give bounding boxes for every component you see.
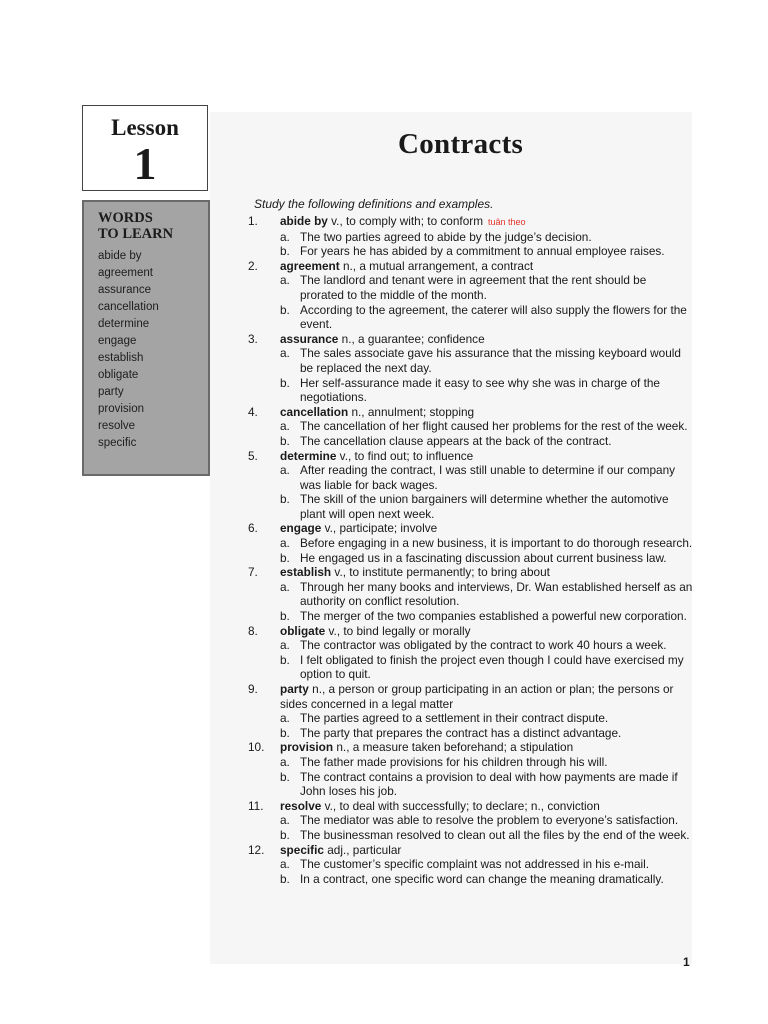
entry-head-text — [280, 521, 693, 536]
entry-head-text — [280, 624, 693, 639]
example-text: In a contract, one specific word can change the meaning dramatically. — [300, 871, 664, 886]
example-sentence — [248, 813, 693, 828]
example-text: The sales associate gave his assurance that the missing keyboard would be replaced the next day. — [300, 346, 681, 375]
entry-term: obligate — [280, 623, 326, 638]
example-text: The contractor was obligated by the contract to work 40 hours a week. — [300, 638, 667, 653]
word-item: party — [98, 386, 124, 398]
entry-heading — [248, 449, 693, 464]
entry-definition: adj., particular — [327, 842, 402, 857]
example-text: The landlord and tenant were in agreement that the rent should be prorated to the middle of the month. — [300, 273, 647, 302]
example-text: The party that prepares the contract has a distinct advantage. — [300, 725, 622, 740]
example-text: The parties agreed to a settlement in their contract dispute. — [300, 711, 609, 726]
entry-definition: n., a mutual arrangement, a contract — [342, 258, 534, 273]
entry-head-text — [280, 405, 693, 420]
example-text: The skill of the union bargainers will determine whether the automotive plant will open next week. — [300, 492, 669, 521]
example-letter: b. — [280, 492, 290, 507]
example-text: I felt obligated to finish the project even though I could have exercised my option to quit. — [300, 652, 684, 682]
example-letter: b. — [280, 244, 290, 259]
example-sentence — [248, 755, 693, 770]
example-text: The contract contains a provision to deal with how payments are made if John loses his job. — [300, 769, 678, 799]
entry-definition: v., participate; involve — [324, 521, 438, 536]
entry-number: 12. — [248, 842, 265, 857]
definition-entry — [248, 799, 693, 843]
entry-number: 3. — [248, 331, 258, 346]
word-item: cancellation — [98, 301, 159, 313]
example-letter: b. — [280, 871, 290, 886]
example-letter: b. — [280, 725, 290, 740]
example-sentence — [248, 434, 693, 449]
entry-term: specific — [280, 842, 324, 857]
example-sentence — [248, 638, 693, 653]
entry-number: 7. — [248, 565, 258, 580]
entry-definition: v., to find out; to influence — [339, 448, 474, 463]
word-item: obligate — [98, 369, 139, 381]
example-sentence — [248, 872, 693, 887]
example-letter: a. — [280, 273, 290, 288]
example-letter: a. — [280, 536, 290, 551]
words-to-learn-box — [82, 200, 210, 476]
example-sentence — [248, 376, 693, 405]
example-sentence — [248, 551, 693, 566]
entry-number: 2. — [248, 258, 258, 273]
example-sentence — [248, 244, 693, 259]
word-item: specific — [98, 437, 137, 449]
definition-entry — [248, 405, 693, 449]
entry-heading — [248, 405, 693, 420]
entry-head-text — [280, 565, 693, 580]
example-letter: a. — [280, 711, 290, 726]
example-sentence — [248, 828, 693, 843]
example-text: The businessman resolved to clean out all the files by the end of the week. — [300, 827, 690, 842]
example-text: Before engaging in a new business, it is important to do thorough research. — [300, 536, 693, 551]
example-sentence — [248, 857, 693, 872]
example-sentence — [248, 536, 693, 551]
example-letter: b. — [280, 302, 290, 317]
entry-definition: n., a guarantee; confidence — [341, 331, 485, 346]
entry-term: agreement — [280, 258, 340, 273]
example-letter: a. — [280, 346, 290, 361]
definition-list — [248, 214, 693, 886]
entry-number: 10. — [248, 740, 265, 755]
example-letter: b. — [280, 827, 290, 842]
example-letter: b. — [280, 609, 290, 624]
definition-entry — [248, 843, 693, 887]
example-letter: b. — [280, 769, 290, 784]
entry-head-text — [280, 799, 693, 814]
example-letter: a. — [280, 754, 290, 769]
example-text: Her self-assurance made it easy to see why she was in charge of the negotiations. — [300, 375, 660, 405]
entry-heading — [248, 332, 693, 347]
example-letter: a. — [280, 857, 290, 872]
example-text: The two parties agreed to abide by the judge’s decision. — [300, 229, 592, 244]
entry-heading — [248, 843, 693, 858]
definition-entry — [248, 565, 693, 623]
entry-head-text — [280, 259, 693, 274]
example-sentence — [248, 346, 693, 375]
example-text: According to the agreement, the caterer will also supply the flowers for the event. — [300, 302, 687, 332]
example-letter: a. — [280, 638, 290, 653]
example-letter: a. — [280, 419, 290, 434]
example-sentence — [248, 770, 693, 799]
example-text: He engaged us in a fascinating discussion about current business law. — [300, 550, 667, 565]
entry-term: establish — [280, 565, 332, 580]
handwritten-note: tuân theo — [488, 217, 526, 227]
example-letter: b. — [280, 433, 290, 448]
definition-entry — [248, 740, 693, 798]
example-letter: a. — [280, 463, 290, 478]
words-title-line1: WORDS — [98, 210, 153, 226]
example-sentence — [248, 580, 693, 609]
entry-number: 5. — [248, 448, 258, 463]
entry-number: 6. — [248, 521, 258, 536]
lesson-number: 1 — [133, 138, 157, 189]
entry-head-text — [280, 332, 693, 347]
example-letter: b. — [280, 375, 290, 390]
words-title-line2: TO LEARN — [98, 226, 174, 242]
entry-number: 4. — [248, 404, 258, 419]
example-text: Through her many books and interviews, Dr. Wan established herself as an authority on conflict resolution. — [300, 579, 693, 609]
example-letter: a. — [280, 579, 290, 594]
entry-term: engage — [280, 521, 322, 536]
entry-definition: v., to institute permanently; to bring about — [334, 565, 550, 580]
example-sentence — [248, 711, 693, 726]
example-letter: a. — [280, 229, 290, 244]
entry-term: resolve — [280, 798, 322, 813]
example-text: The customer’s specific complaint was not addressed in his e-mail. — [300, 857, 650, 872]
example-sentence — [248, 726, 693, 741]
page-title: Contracts — [398, 128, 524, 160]
entry-definition: n., annulment; stopping — [351, 404, 475, 419]
entry-definition: n., a measure taken beforehand; a stipulation — [336, 740, 574, 755]
word-item: abide by — [98, 250, 142, 262]
entry-term: assurance — [280, 331, 339, 346]
entry-heading — [248, 214, 693, 230]
word-item: agreement — [98, 267, 153, 279]
entry-head-text — [280, 214, 693, 230]
example-text: The mediator was able to resolve the problem to everyone’s satisfaction. — [300, 813, 679, 828]
entry-heading — [248, 799, 693, 814]
definition-entry — [248, 449, 693, 522]
example-sentence — [248, 273, 693, 302]
definition-entry — [248, 214, 693, 259]
entry-number: 11. — [248, 798, 264, 813]
example-text: After reading the contract, I was still unable to determine if our company was liable for back wages. — [300, 463, 676, 492]
definition-entry — [248, 682, 693, 740]
entry-definition: v., to bind legally or morally — [328, 623, 471, 638]
entry-term: abide by — [280, 214, 328, 228]
entry-term: party — [280, 682, 309, 696]
entry-heading — [248, 740, 693, 755]
lesson-box — [82, 105, 208, 191]
example-sentence — [248, 230, 693, 245]
entry-number: 8. — [248, 623, 258, 638]
entry-head-text — [280, 682, 693, 711]
example-sentence — [248, 463, 693, 492]
words-to-learn-title — [98, 210, 208, 242]
entry-head-text — [280, 449, 693, 464]
entry-definition: n., a person or group participating in an action or plan; the persons or sides concerned in a legal matter — [280, 682, 674, 711]
entry-term: determine — [280, 448, 337, 463]
example-letter: b. — [280, 652, 290, 667]
entry-term: cancellation — [280, 404, 349, 419]
definition-entry — [248, 332, 693, 405]
entry-head-text — [280, 843, 693, 858]
example-text: The merger of the two companies established a powerful new corporation. — [300, 609, 687, 624]
word-item: engage — [98, 335, 137, 347]
definition-entry — [248, 521, 693, 565]
instructions: Study the following definitions and examples. — [254, 197, 494, 211]
entry-number: 1. — [248, 214, 258, 228]
lesson-label: Lesson — [111, 115, 179, 140]
entry-heading — [248, 624, 693, 639]
entry-head-text — [280, 740, 693, 755]
entry-definition: v., to comply with; to conform — [331, 214, 484, 228]
entry-definition: v., to deal with successfully; to declare; n., conviction — [324, 798, 600, 813]
entry-number: 9. — [248, 682, 258, 696]
example-sentence — [248, 492, 693, 521]
example-sentence — [248, 303, 693, 332]
entry-heading — [248, 565, 693, 580]
word-item: assurance — [98, 284, 152, 296]
entry-heading — [248, 682, 693, 711]
page-number: 1 — [683, 955, 690, 969]
entry-term: provision — [280, 740, 334, 755]
entry-heading — [248, 259, 693, 274]
definition-entry — [248, 624, 693, 682]
word-item: provision — [98, 403, 145, 415]
example-letter: a. — [280, 813, 290, 828]
example-text: The cancellation of her flight caused her problems for the rest of the week. — [300, 419, 688, 434]
word-item: establish — [98, 352, 144, 364]
word-item: determine — [98, 318, 150, 330]
example-text: The father made provisions for his children through his will. — [300, 754, 608, 769]
example-sentence — [248, 609, 693, 624]
entry-heading — [248, 521, 693, 536]
word-list — [98, 248, 208, 452]
word-item: resolve — [98, 420, 136, 432]
example-text: The cancellation clause appears at the back of the contract. — [300, 433, 612, 448]
example-sentence — [248, 419, 693, 434]
example-text: For years he has abided by a commitment to annual employee raises. — [300, 244, 665, 259]
example-sentence — [248, 653, 693, 682]
definition-entry — [248, 259, 693, 332]
example-letter: b. — [280, 550, 290, 565]
